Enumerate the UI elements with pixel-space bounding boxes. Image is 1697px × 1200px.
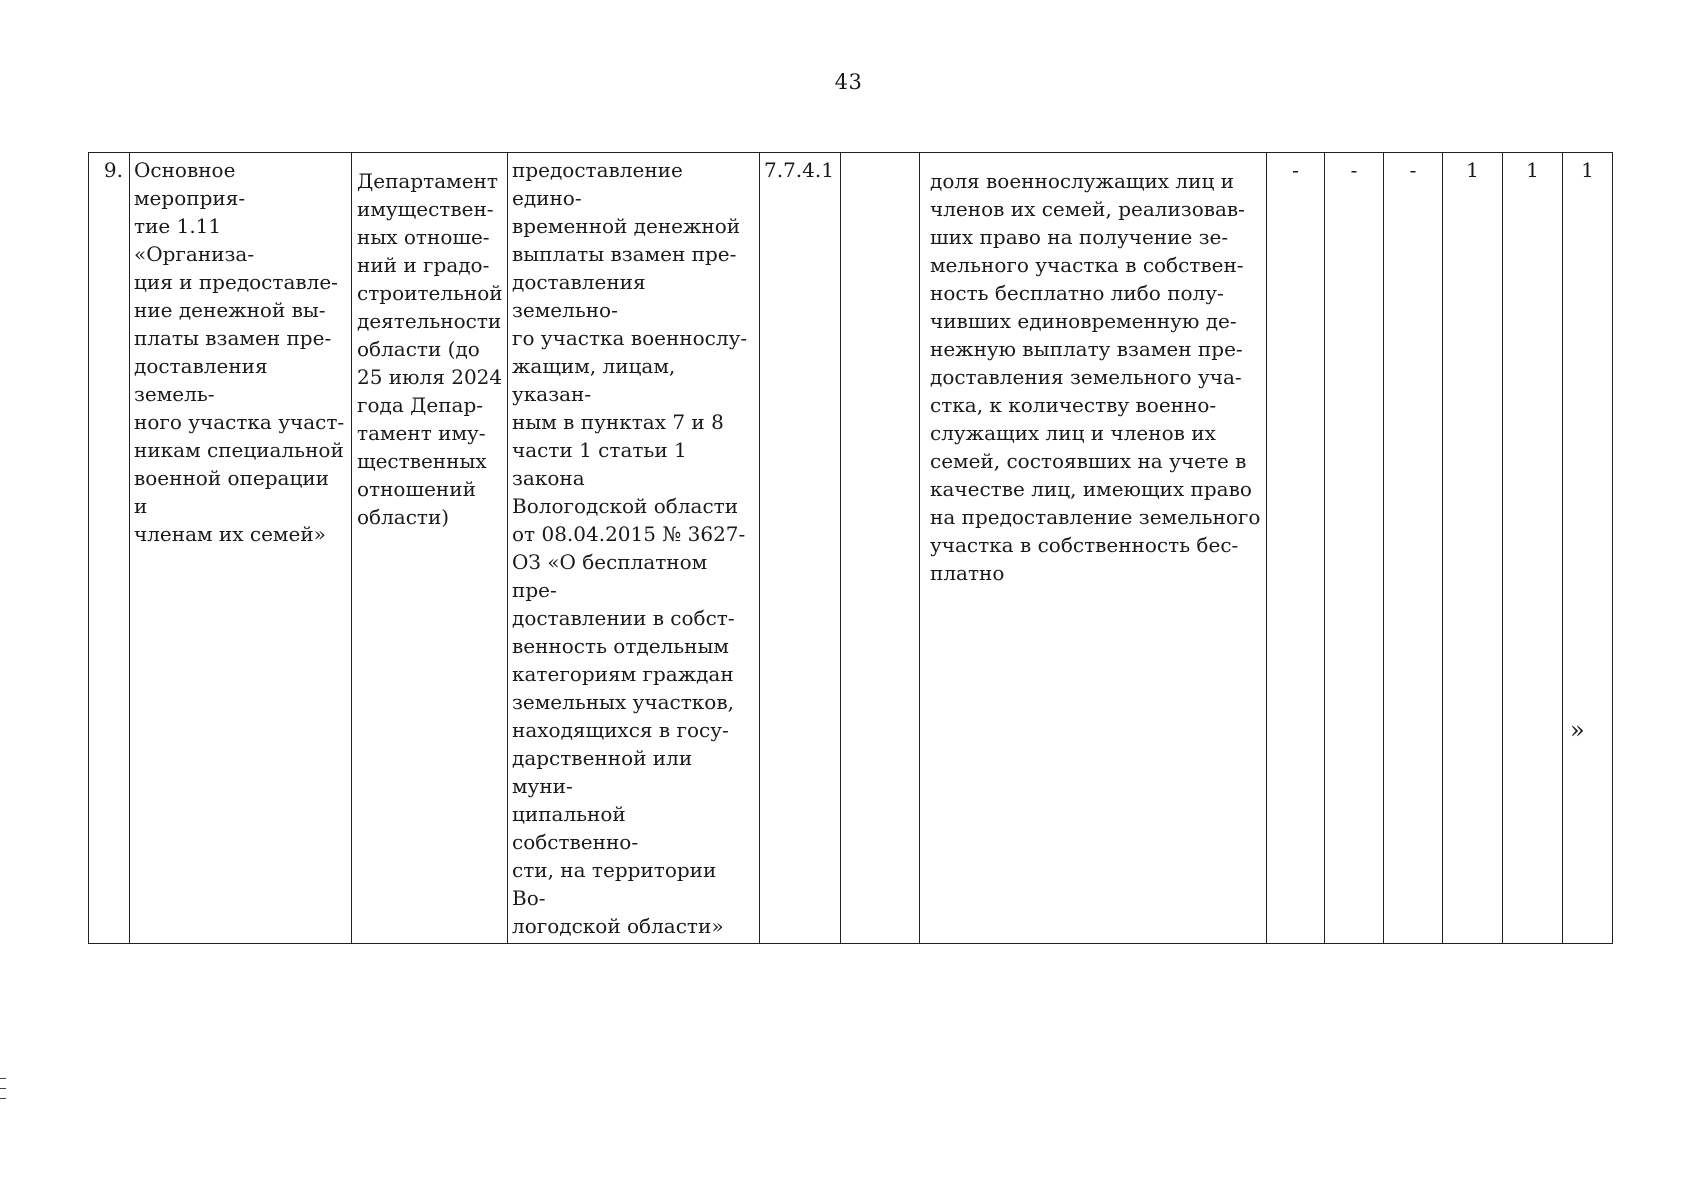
department-cell: Департамент имуществен- ных отноше- ний и градо- строительной деятельности области (до 25 июля 2024 года Депар- тамент иму- щественных отношений области) <box>352 153 508 944</box>
empty-cell <box>841 153 920 944</box>
code-cell: 7.7.4.1 <box>760 153 841 944</box>
margin-tick <box>0 1088 6 1089</box>
activity-cell: Основное мероприя- тие 1.11 «Организа- ция и предоставле- ние денежной вы- платы взамен пре- доставления земель- ного участка участ- никам специальной военной операции и членам их семей» <box>130 153 352 944</box>
indicator-cell: доля военнослужащих лиц и членов их семей, реализовав- ших право на получение зе- мельного участка в собствен- ность бесплатно либо полу- чивших единовременную де- нежную выплату взамен пре- доставления земельного уча- стка, к количеству военно- служащих лиц и членов их семей, состоявших на учете в качестве лиц, имеющих право на предоставление земельного участка в собственность бес- платно <box>920 153 1267 944</box>
value-cell-2: - <box>1325 153 1384 944</box>
value-cell-3: - <box>1384 153 1443 944</box>
closing-quote: » <box>1570 716 1585 744</box>
value-cell-6: 1 <box>1563 153 1613 944</box>
margin-tick <box>0 1098 6 1099</box>
table-row <box>89 153 1613 944</box>
page-number: 43 <box>834 70 863 94</box>
result-cell: предоставление едино- временной денежной выплаты взамен пре- доставления земельно- го участка военнослу- жащим, лицам, указан- ным в пунктах 7 и 8 части 1 статьи 1 закона Вологодской области от 08.04.2015 № 3627- ОЗ «О бесплатном пре- доставлении в собст- венность отдельным категориям граждан земельных участков, находящихся в госу- дарственной или муни- ципальной собственно- сти, на территории Во- логодской области» <box>508 153 760 944</box>
value-cell-5: 1 <box>1503 153 1563 944</box>
value-cell-4: 1 <box>1443 153 1503 944</box>
program-table <box>88 152 1613 944</box>
value-cell-1: - <box>1267 153 1325 944</box>
row-number-cell: 9. <box>89 153 130 944</box>
margin-tick <box>0 1078 6 1079</box>
